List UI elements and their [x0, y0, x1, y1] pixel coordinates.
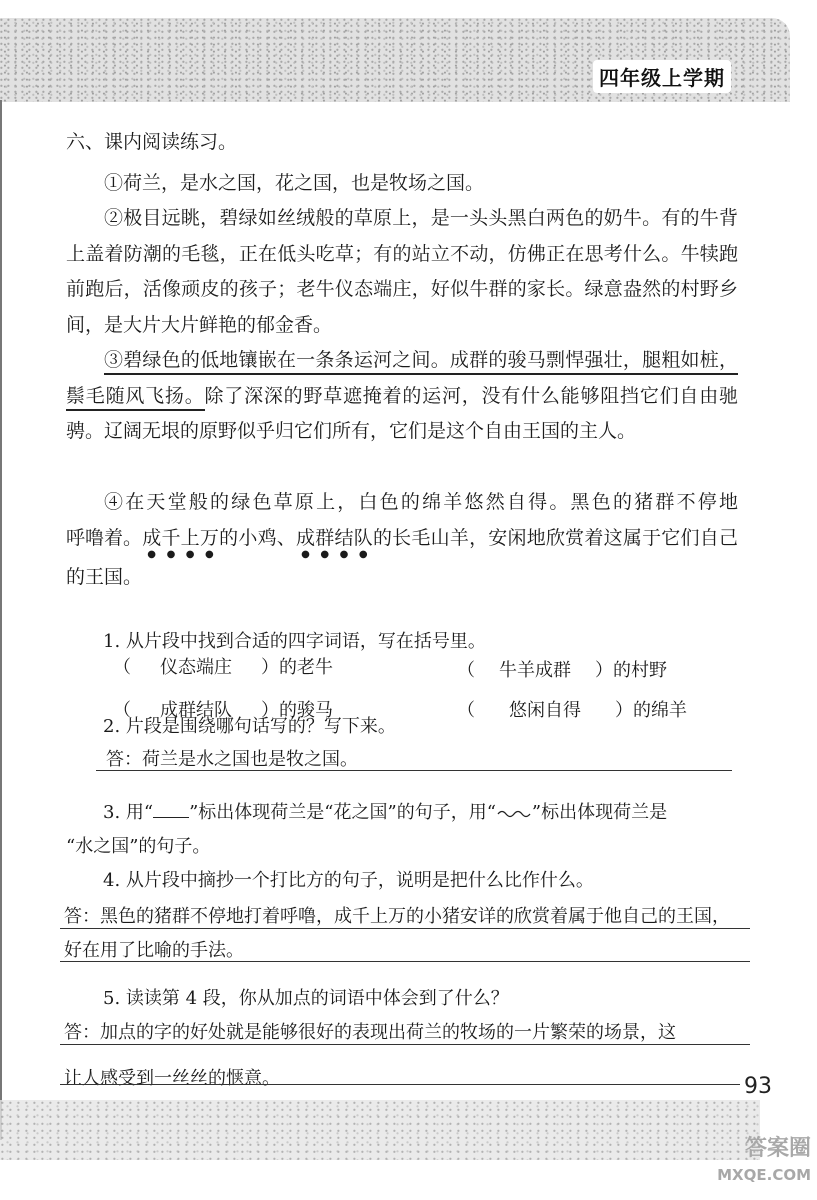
- q1-item-3: （ 成群结队 ）的骏马: [113, 696, 333, 722]
- passage-paragraph-2: ②极目远眺，碧绿如丝绒般的草原上，是一头头黑白两色的奶牛。有的牛背上盖着防潮的毛毯，正在低头吃草；有的站立不动，仿佛正在思考什么。牛犊跑前跑后，活像顽皮的孩子；老牛仪态端庄，好似牛群的家长。绿意盎然的村野乡间，是大片大片鲜艳的郁金香。: [66, 207, 738, 336]
- wavy-line-mark: [496, 804, 532, 818]
- grade-title: 四年级上学期: [593, 60, 731, 93]
- answer-5-rule-1: [60, 1044, 750, 1045]
- watermark-logo: 答案圈 MXQE.COM: [717, 1136, 811, 1184]
- answer-5-line-1: 答：加点的字的好处就是能够很好的表现出荷兰的牧场的一片繁荣的场景，这: [64, 1022, 676, 1043]
- paragraph-4-start: ④在天堂般的绿色草原上，白色的绵羊悠然自得。黑色的猪群不停地: [104, 491, 738, 513]
- question-1: 1. 从片段中找到合适的四字词语，写在括号里。: [103, 631, 486, 652]
- q1-item-1: （ 仪态端庄 ）的老牛: [113, 657, 333, 678]
- footer-band: [0, 1100, 760, 1160]
- question-3-cont: “水之国”的句子。: [66, 836, 211, 857]
- question-3: 3. 用“ ”标出体现荷兰是“花之国”的句子，用“ ”标出体现荷兰是: [103, 802, 668, 823]
- q1-item-4: （ 悠闲自得 ）的绵羊: [457, 696, 687, 722]
- answer-2-line: [96, 770, 732, 771]
- q1-answer-2: 牛羊成群: [499, 660, 571, 681]
- dotted-word-2: 成群结队: [296, 526, 373, 549]
- q1-answer-3: 成群结队: [160, 700, 232, 721]
- q1-answer-1: 仪态端庄: [160, 657, 232, 678]
- answer-4-line-1: 答：黑色的猪群不停地打着呼噜，成千上万的小猪安详的欣赏着属于他自己的王国，: [64, 906, 730, 927]
- answer-4-line-2: 好在用了比喻的手法。: [64, 940, 244, 961]
- question-2: 2. 片段是围绕哪句话写的？写下来。: [103, 716, 396, 737]
- straight-line-mark: [153, 805, 189, 818]
- answer-4-rule-2: [60, 961, 750, 962]
- passage-paragraph-3: [66, 343, 738, 450]
- question-5: 5. 读读第 4 段，你从加点的词语中体会到了什么？: [103, 988, 509, 1009]
- answer-5-line-2: 让人感受到一丝丝的惬意。: [64, 1068, 280, 1089]
- answer-5-rule-2: [60, 1084, 740, 1085]
- section-title: 六、课内阅读练习。: [66, 131, 238, 153]
- q1-item-2: （ 牛羊成群 ）的村野: [457, 656, 667, 682]
- q1-answer-4: 悠闲自得: [509, 700, 581, 721]
- page-margin-rule: [0, 100, 2, 1140]
- question-4: 4. 从片段中摘抄一个打比方的句子，说明是把什么比作什么。: [103, 870, 594, 891]
- passage-paragraph-1: ①荷兰，是水之国，花之国，也是牧场之国。: [104, 172, 485, 194]
- answer-2: 答：荷兰是水之国也是牧之国。: [106, 749, 358, 770]
- dotted-word-1: 成千上万: [142, 526, 220, 549]
- paragraph-4-mid: 的小鸡、: [219, 526, 297, 549]
- underlined-sentence: ③碧绿色的低地镶嵌在一条条运河之间。成群的骏马剽悍强壮，腿粗如桩，鬃毛随风飞扬。: [66, 349, 738, 411]
- answer-4-rule-1: [60, 928, 750, 929]
- paragraph-4-end: 的长毛山羊，安闲地欣赏着这属于它们自己的王国。: [66, 526, 738, 588]
- paragraph-3-rest: 除了深深的野草遮掩着的运河，没有什么能够阻挡它们自由驰骋。辽阔无垠的原野似乎归它们所有，它们是这个自由王国的主人。: [66, 384, 738, 442]
- page-number: 93: [744, 1074, 772, 1099]
- passage-paragraph-4: ④在天堂般的绿色草原上，白色的绵羊悠然自得。黑色的猪群不停地呼噜着。成千上万的小鸡、成群结队的长毛山羊，安闲地欣赏着这属于它们自己的王国。: [66, 491, 738, 588]
